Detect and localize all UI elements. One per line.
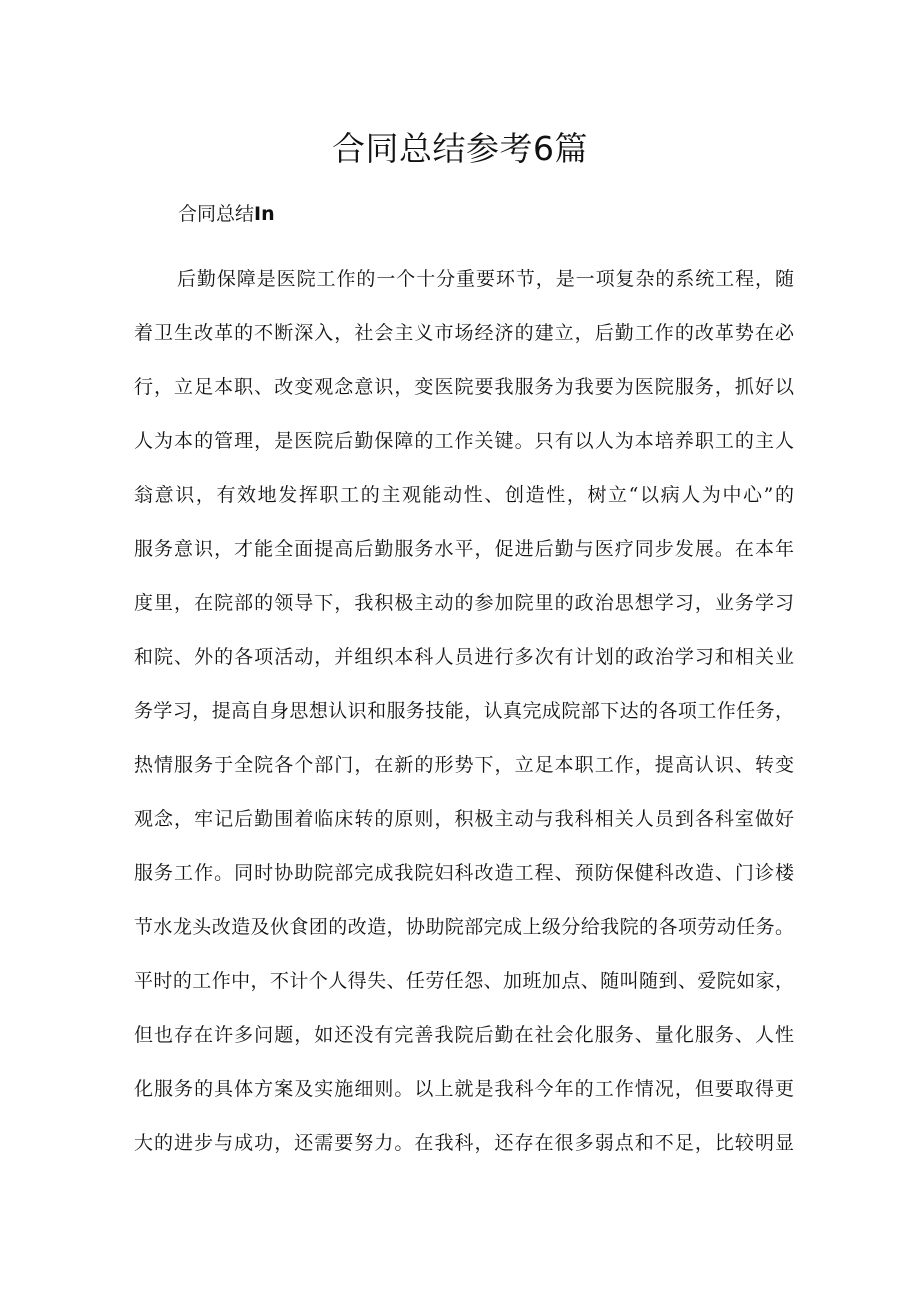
paragraph-line: 人为本的管理，是医院后勤保障的工作关键。只有以人为本培养职工的主人 — [134, 430, 794, 452]
paragraph-line: 务学习，提高自身思想认识和服务技能，认真完成院部下达的各项工作任务， — [134, 700, 794, 722]
paragraph-line: 翁意识，有效地发挥职工的主观能动性、创造性，树立“以病人为中心”的 — [134, 484, 794, 506]
paragraph-line: 化服务的具体方案及实施细则。以上就是我科今年的工作情况，但要取得更 — [134, 1078, 794, 1100]
paragraph-line: 度里，在院部的领导下，我积极主动的参加院里的政治思想学习，业务学习 — [134, 592, 794, 614]
paragraph-line: 但也存在许多问题，如还没有完善我院后勤在社会化服务、量化服务、人性 — [134, 1024, 794, 1046]
paragraph-line: 行，立足本职、改变观念意识，变医院要我服务为我要为医院服务，抓好以 — [134, 376, 794, 398]
paragraph-line: 服务工作。同时协助院部完成我院妇科改造工程、预防保健科改造、门诊楼 — [134, 862, 794, 884]
paragraph-line: 平时的工作中，不计个人得失、任劳任怨、加班加点、随叫随到、爱院如家， — [134, 970, 794, 992]
paragraph-line: 节水龙头改造及伙食团的改造，协助院部完成上级分给我院的各项劳动任务。 — [134, 916, 794, 938]
section-subheading — [178, 199, 275, 229]
paragraph-line: 大的进步与成功，还需要努力。在我科，还存在很多弱点和不足，比较明显 — [134, 1132, 794, 1154]
subheading-prefix: 合同总结 — [178, 203, 255, 225]
paragraph-line: 热情服务于全院各个部门，在新的形势下，立足本职工作，提高认识、转变 — [134, 754, 794, 776]
paragraph-line: 后勤保障是医院工作的一个十分重要环节，是一项复杂的系统工程，随 — [177, 268, 794, 290]
paragraph-line: 和院、外的各项活动，并组织本科人员进行多次有计划的政治学习和相关业 — [134, 646, 794, 668]
paragraph-line: 服务意识，才能全面提高后勤服务水平，促进后勤与医疗同步发展。在本年 — [134, 538, 794, 560]
subheading-suffix: In — [254, 203, 275, 225]
document-title: 合同总结参考6篇 — [332, 129, 588, 168]
paragraph-line: 观念，牢记后勤围着临床转的原则，积极主动与我科相关人员到各科室做好 — [134, 808, 794, 830]
paragraph-line: 着卫生改革的不断深入，社会主义市场经济的建立，后勤工作的改革势在必 — [134, 322, 794, 344]
